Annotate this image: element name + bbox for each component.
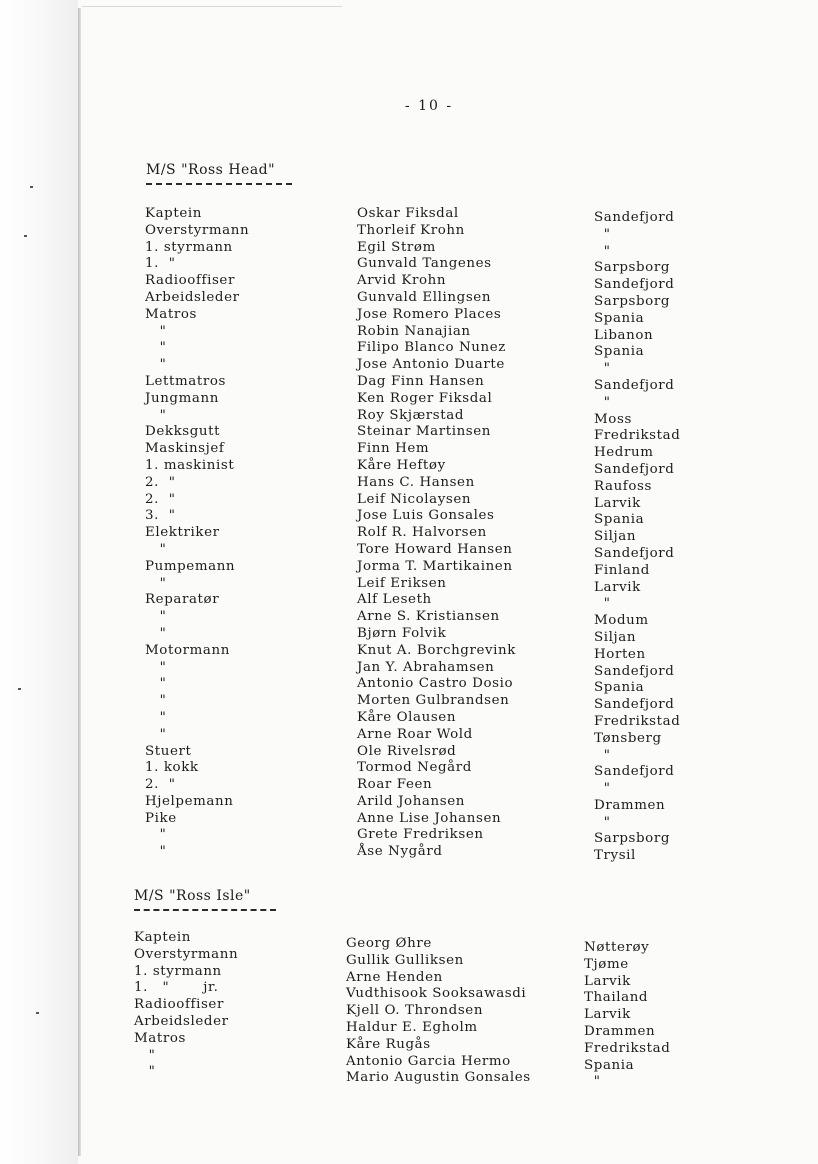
crew-hometown: Larvik bbox=[594, 495, 641, 511]
crew-title: Dekksgutt bbox=[145, 424, 221, 440]
crew-hometown: Tjøme bbox=[584, 956, 629, 972]
crew-hometown: " bbox=[584, 1074, 601, 1090]
crew-hometown: " bbox=[594, 747, 611, 763]
crew-title: Jungmann bbox=[145, 390, 219, 406]
crew-hometown: Larvik bbox=[584, 973, 631, 989]
crew-name: Gullik Gulliksen bbox=[346, 952, 464, 968]
crew-hometown: Sandefjord bbox=[594, 377, 675, 393]
crew-title: Matros bbox=[145, 306, 198, 322]
crew-hometown: Sandefjord bbox=[594, 461, 675, 477]
crew-title: 1. kokk bbox=[145, 760, 199, 776]
crew-title: " bbox=[145, 659, 167, 675]
crew-title: " bbox=[145, 407, 167, 423]
crew-hometown: Siljan bbox=[594, 629, 637, 645]
crew-title: Motormann bbox=[145, 642, 230, 658]
crew-title: 1. styrmann bbox=[145, 239, 233, 255]
crew-name: Kåre Rugås bbox=[346, 1036, 431, 1052]
crew-name: Arne S. Kristiansen bbox=[357, 609, 500, 625]
crew-hometowns-column bbox=[594, 210, 680, 865]
crew-name: Thorleif Krohn bbox=[357, 222, 465, 238]
crew-name: Anne Lise Johansen bbox=[357, 810, 502, 826]
crew-name: Arne Henden bbox=[346, 969, 443, 985]
crew-hometown: Modum bbox=[594, 613, 649, 629]
crew-name: Grete Fredriksen bbox=[357, 827, 484, 843]
crew-title: Kaptein bbox=[134, 930, 191, 945]
crew-title: 3. " bbox=[145, 508, 176, 524]
crew-hometowns-column bbox=[584, 940, 670, 1091]
crew-title: Reparatør bbox=[145, 592, 220, 608]
crew-hometown: Sarpsborg bbox=[594, 260, 671, 276]
crew-name: Georg Øhre bbox=[346, 936, 432, 951]
crew-title: 2. " bbox=[145, 491, 176, 507]
crew-hometown: Larvik bbox=[584, 1007, 631, 1023]
crew-title: Pike bbox=[145, 810, 177, 826]
crew-name: Antonio Garcia Hermo bbox=[346, 1053, 511, 1069]
crew-name: Ken Roger Fiksdal bbox=[357, 390, 493, 406]
crew-name: Gunvald Ellingsen bbox=[357, 289, 492, 305]
crew-name: Robin Nanajian bbox=[357, 323, 471, 339]
crew-title: " bbox=[145, 625, 167, 641]
crew-name: Dag Finn Hansen bbox=[357, 373, 485, 389]
crew-title: " bbox=[145, 357, 167, 373]
crew-hometown: Sandefjord bbox=[594, 663, 675, 679]
crew-hometown: Larvik bbox=[594, 579, 641, 595]
crew-title: 1. " bbox=[145, 256, 176, 272]
crew-hometown: " bbox=[594, 394, 611, 410]
crew-hometown: " bbox=[594, 814, 611, 830]
crew-hometown: Sarpsborg bbox=[594, 831, 671, 847]
crew-name: Egil Strøm bbox=[357, 239, 436, 255]
crew-hometown: " bbox=[594, 781, 611, 797]
crew-name: Filipo Blanco Nunez bbox=[357, 340, 506, 356]
crew-title: Hjelpemann bbox=[145, 793, 234, 809]
ship-title-ross-isle: M/S "Ross Isle" bbox=[134, 888, 251, 904]
crew-name: Tore Howard Hansen bbox=[357, 541, 513, 557]
crew-hometown: Thailand bbox=[584, 990, 649, 1006]
crew-title: Lettmatros bbox=[145, 373, 226, 389]
crew-title: Pumpemann bbox=[145, 558, 236, 574]
crew-title: " bbox=[145, 323, 167, 339]
crew-name: Oskar Fiksdal bbox=[357, 206, 459, 221]
crew-hometown: Sandefjord bbox=[594, 210, 675, 225]
crew-names-column bbox=[346, 936, 531, 1087]
crew-hometown: Spania bbox=[594, 512, 645, 528]
crew-title: Elektriker bbox=[145, 525, 220, 541]
crew-title: " bbox=[134, 1047, 156, 1063]
crew-hometown: Siljan bbox=[594, 529, 637, 545]
crew-title: " bbox=[145, 541, 167, 557]
crew-hometown: Fredrikstad bbox=[594, 428, 681, 444]
crew-name: Kåre Heftøy bbox=[357, 457, 446, 473]
scan-top-line bbox=[82, 6, 342, 7]
crew-title: " bbox=[145, 709, 167, 725]
crew-hometown: Fredrikstad bbox=[594, 713, 681, 729]
crew-title: Overstyrmann bbox=[134, 946, 239, 962]
crew-name: Roy Skjærstad bbox=[357, 407, 465, 423]
crew-title: Maskinsjef bbox=[145, 441, 225, 457]
crew-name: Arild Johansen bbox=[357, 793, 465, 809]
crew-name: Knut A. Borchgrevink bbox=[357, 642, 516, 658]
crew-name: Jan Y. Abrahamsen bbox=[357, 659, 495, 675]
ship-title-underline bbox=[134, 909, 276, 911]
crew-hometown: Hedrum bbox=[594, 445, 654, 461]
crew-hometown: Sarpsborg bbox=[594, 293, 671, 309]
ship-title-ross-head: M/S "Ross Head" bbox=[146, 162, 276, 178]
crew-title: Radiooffiser bbox=[145, 273, 235, 289]
scan-margin bbox=[0, 0, 78, 1164]
crew-names-column bbox=[357, 206, 516, 861]
ship-title-underline bbox=[146, 183, 292, 185]
crew-name: Jorma T. Martikainen bbox=[357, 558, 513, 574]
crew-name: Åse Nygård bbox=[357, 844, 443, 860]
crew-name: Roar Feen bbox=[357, 777, 433, 793]
crew-title: " bbox=[134, 1064, 156, 1080]
crew-name: Mario Augustin Gonsales bbox=[346, 1070, 531, 1086]
crew-hometown: Fredrikstad bbox=[584, 1040, 671, 1056]
crew-title: " bbox=[145, 676, 167, 692]
crew-name: Tormod Negård bbox=[357, 760, 472, 776]
crew-name: Jose Antonio Duarte bbox=[357, 357, 505, 373]
crew-name: Bjørn Folvik bbox=[357, 625, 447, 641]
crew-title: Radiooffiser bbox=[134, 997, 224, 1013]
crew-title: " bbox=[145, 575, 167, 591]
scan-speck bbox=[30, 186, 33, 188]
scan-speck bbox=[18, 688, 21, 690]
crew-name: Haldur E. Egholm bbox=[346, 1019, 478, 1035]
crew-hometown: Sandefjord bbox=[594, 697, 675, 713]
crew-name: Leif Eriksen bbox=[357, 575, 447, 591]
crew-name: Leif Nicolaysen bbox=[357, 491, 472, 507]
crew-hometown: Nøtterøy bbox=[584, 940, 650, 955]
crew-title: " bbox=[145, 844, 167, 860]
page-number: - 10 - bbox=[404, 98, 454, 114]
crew-title: Kaptein bbox=[145, 206, 202, 221]
crew-title: 1. styrmann bbox=[134, 963, 222, 979]
crew-hometown: " bbox=[594, 243, 611, 259]
crew-hometown: Spania bbox=[594, 344, 645, 360]
crew-name: Kjell O. Throndsen bbox=[346, 1003, 484, 1019]
scan-speck bbox=[36, 1012, 39, 1014]
crew-title: 2. " bbox=[145, 474, 176, 490]
crew-name: Finn Hem bbox=[357, 441, 430, 457]
crew-name: Morten Gulbrandsen bbox=[357, 693, 510, 709]
crew-name: Gunvald Tangenes bbox=[357, 256, 492, 272]
crew-title: Arbeidsleder bbox=[134, 1013, 229, 1029]
crew-name: Antonio Castro Dosio bbox=[357, 676, 514, 692]
crew-hometown: " bbox=[594, 226, 611, 242]
crew-name: Arvid Krohn bbox=[357, 273, 447, 289]
crew-name: Kåre Olausen bbox=[357, 709, 457, 725]
crew-title: Stuert bbox=[145, 743, 192, 759]
crew-hometown: Spania bbox=[584, 1057, 635, 1073]
crew-hometown: Sandefjord bbox=[594, 764, 675, 780]
crew-name: Steinar Martinsen bbox=[357, 424, 492, 440]
crew-hometown: Drammen bbox=[594, 797, 666, 813]
crew-name: Hans C. Hansen bbox=[357, 474, 475, 490]
crew-hometown: " bbox=[594, 361, 611, 377]
crew-hometown: " bbox=[594, 596, 611, 612]
crew-title: " bbox=[145, 726, 167, 742]
crew-title: Matros bbox=[134, 1030, 187, 1046]
crew-titles-column bbox=[145, 206, 249, 861]
crew-hometown: Drammen bbox=[584, 1023, 656, 1039]
crew-hometown: Horten bbox=[594, 646, 646, 662]
crew-name: Arne Roar Wold bbox=[357, 726, 473, 742]
crew-hometown: Raufoss bbox=[594, 478, 652, 494]
crew-title: Arbeidsleder bbox=[145, 289, 240, 305]
crew-titles-column bbox=[134, 930, 238, 1081]
crew-hometown: Finland bbox=[594, 562, 650, 578]
crew-hometown: Moss bbox=[594, 411, 632, 427]
crew-name: Vudthisook Sooksawasdi bbox=[346, 986, 527, 1002]
crew-hometown: Sandefjord bbox=[594, 277, 675, 293]
crew-title: " bbox=[145, 340, 167, 356]
crew-title: Overstyrmann bbox=[145, 222, 250, 238]
crew-hometown: Tønsberg bbox=[594, 730, 662, 746]
page-fold-shadow bbox=[78, 8, 81, 1156]
crew-hometown: Spania bbox=[594, 680, 645, 696]
crew-hometown: Spania bbox=[594, 310, 645, 326]
scan-speck bbox=[24, 235, 27, 237]
crew-title: " bbox=[145, 609, 167, 625]
crew-title: 1. " jr. bbox=[134, 980, 219, 996]
crew-hometown: Libanon bbox=[594, 327, 654, 343]
crew-name: Ole Rivelsrød bbox=[357, 743, 457, 759]
crew-title: " bbox=[145, 827, 167, 843]
crew-hometown: Trysil bbox=[594, 848, 636, 864]
crew-name: Rolf R. Halvorsen bbox=[357, 525, 487, 541]
crew-title: " bbox=[145, 693, 167, 709]
crew-name: Alf Leseth bbox=[357, 592, 432, 608]
crew-name: Jose Luis Gonsales bbox=[357, 508, 495, 524]
crew-title: 2. " bbox=[145, 777, 176, 793]
crew-title: 1. maskinist bbox=[145, 457, 235, 473]
crew-name: Jose Romero Places bbox=[357, 306, 502, 322]
crew-hometown: Sandefjord bbox=[594, 545, 675, 561]
